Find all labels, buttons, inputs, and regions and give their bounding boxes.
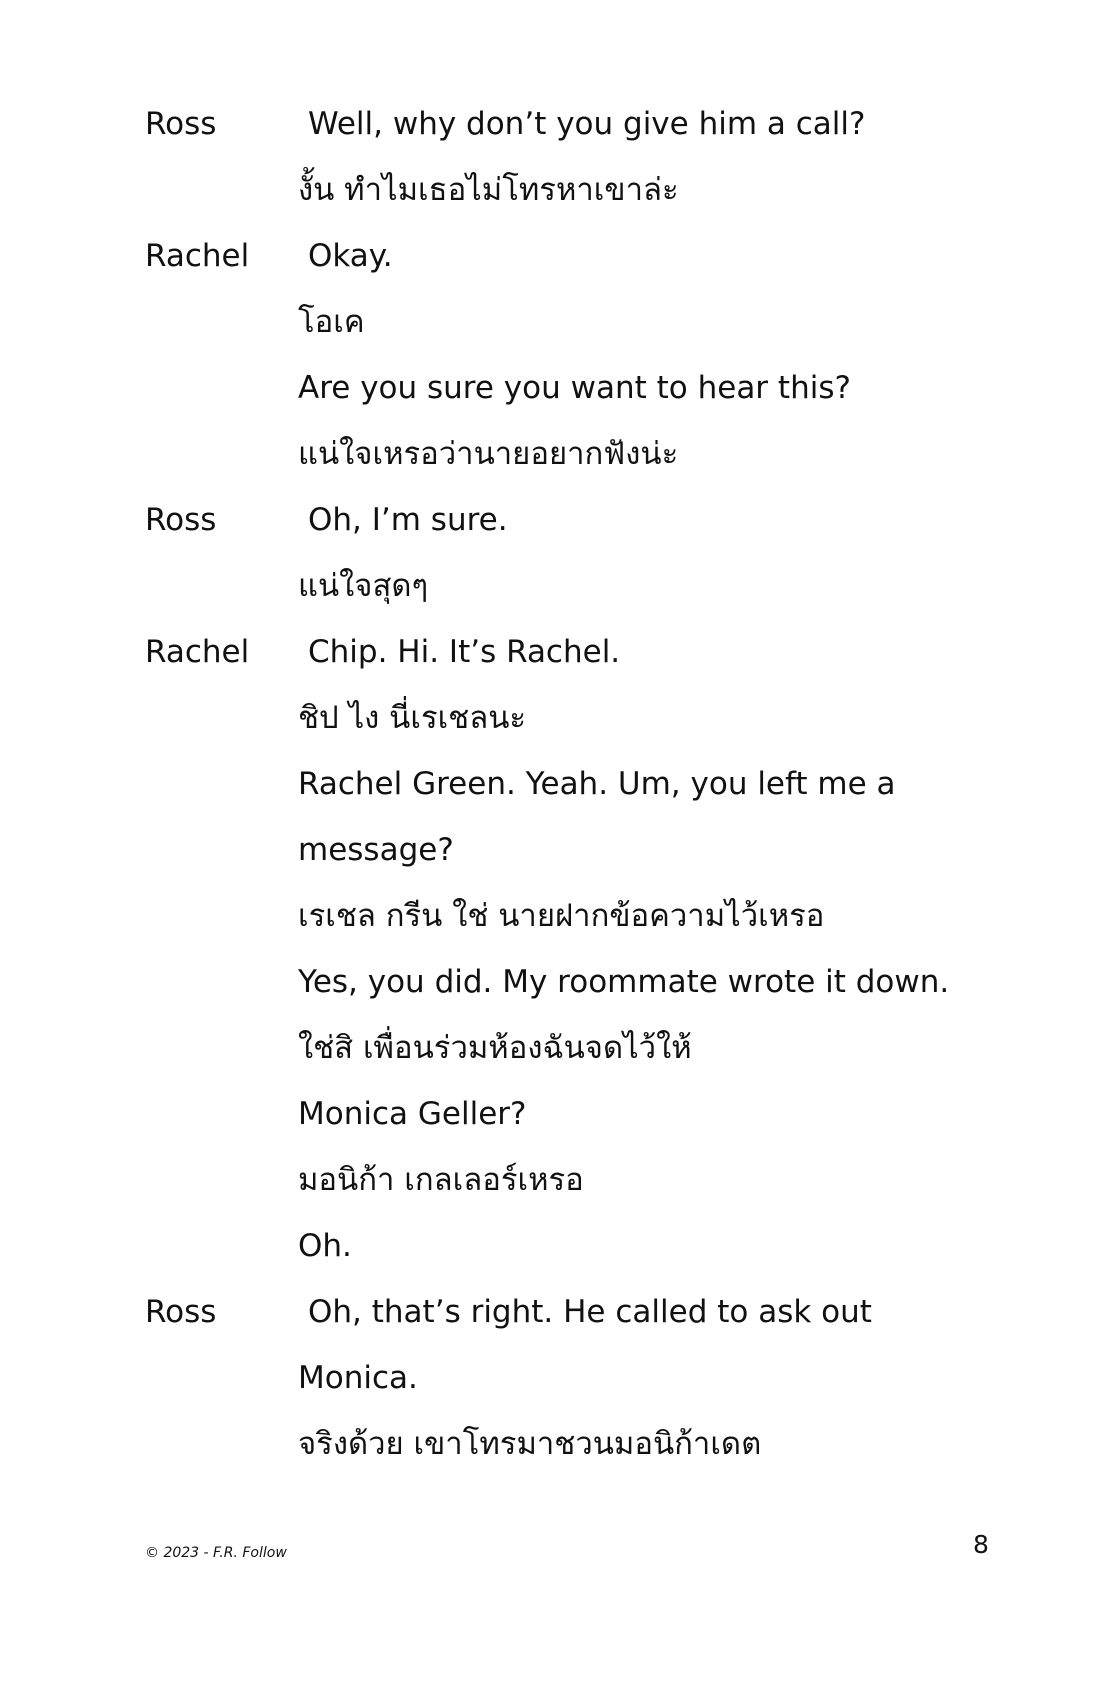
dialogue-line xyxy=(0,1213,1100,1279)
dialogue-translation: มอนิก้า เกลเลอร์เหรอ xyxy=(298,1162,584,1198)
dialogue-translation: แน่ใจสุดๆ xyxy=(298,568,429,604)
dialogue-translation: เรเชล กรีน ใช่ นายฝากข้อความไว้เหรอ xyxy=(298,898,825,934)
dialogue-text: Rachel Green. Yeah. Um, you left me a xyxy=(298,766,896,802)
dialogue-translation: โอเค xyxy=(298,304,365,340)
dialogue-text: Oh, that’s right. He called to ask out xyxy=(308,1294,872,1330)
dialogue-line xyxy=(0,1345,1100,1411)
dialogue-translation: งั้น ทำไมเธอไม่โทรหาเขาล่ะ xyxy=(298,172,679,208)
dialogue-line xyxy=(0,487,1100,553)
dialogue-line xyxy=(0,1015,1100,1081)
dialogue-line xyxy=(0,685,1100,751)
dialogue-translation: ใช่สิ เพื่อนร่วมห้องฉันจดไว้ให้ xyxy=(298,1030,692,1066)
dialogue-line xyxy=(0,553,1100,619)
speaker-name: Ross xyxy=(145,1294,217,1330)
dialogue-line xyxy=(0,883,1100,949)
dialogue-text: message? xyxy=(298,832,454,868)
page-number: 8 xyxy=(973,1530,989,1559)
footer-copyright: © 2023 - F.R. Follow xyxy=(145,1545,287,1561)
dialogue-line xyxy=(0,1081,1100,1147)
dialogue-line xyxy=(0,421,1100,487)
speaker-name: Ross xyxy=(145,502,217,538)
dialogue-text: Are you sure you want to hear this? xyxy=(298,370,851,406)
dialogue-translation: จริงด้วย เขาโทรมาชวนมอนิก้าเดต xyxy=(298,1426,762,1462)
dialogue-text: Oh. xyxy=(298,1228,352,1264)
dialogue-line xyxy=(0,619,1100,685)
dialogue-text: Chip. Hi. It’s Rachel. xyxy=(308,634,621,670)
dialogue-translation: แน่ใจเหรอว่านายอยากฟังน่ะ xyxy=(298,436,679,472)
dialogue-line xyxy=(0,355,1100,421)
dialogue-translation: ชิป ไง นี่เรเชลนะ xyxy=(298,700,527,736)
dialogue-text: Yes, you did. My roommate wrote it down. xyxy=(298,964,950,1000)
dialogue-line xyxy=(0,223,1100,289)
dialogue-line xyxy=(0,1411,1100,1477)
speaker-name: Rachel xyxy=(145,634,250,670)
dialogue-line xyxy=(0,949,1100,1015)
dialogue-line xyxy=(0,157,1100,223)
dialogue-text: Monica Geller? xyxy=(298,1096,527,1132)
dialogue-line xyxy=(0,751,1100,817)
dialogue-line xyxy=(0,289,1100,355)
dialogue-line xyxy=(0,1279,1100,1345)
dialogue-text: Monica. xyxy=(298,1360,418,1396)
dialogue-line xyxy=(0,1147,1100,1213)
speaker-name: Rachel xyxy=(145,238,250,274)
dialogue-text: Okay. xyxy=(308,238,393,274)
dialogue-line xyxy=(0,817,1100,883)
speaker-name: Ross xyxy=(145,106,217,142)
dialogue-line xyxy=(0,91,1100,157)
dialogue-text: Well, why don’t you give him a call? xyxy=(308,106,866,142)
dialogue-text: Oh, I’m sure. xyxy=(308,502,508,538)
